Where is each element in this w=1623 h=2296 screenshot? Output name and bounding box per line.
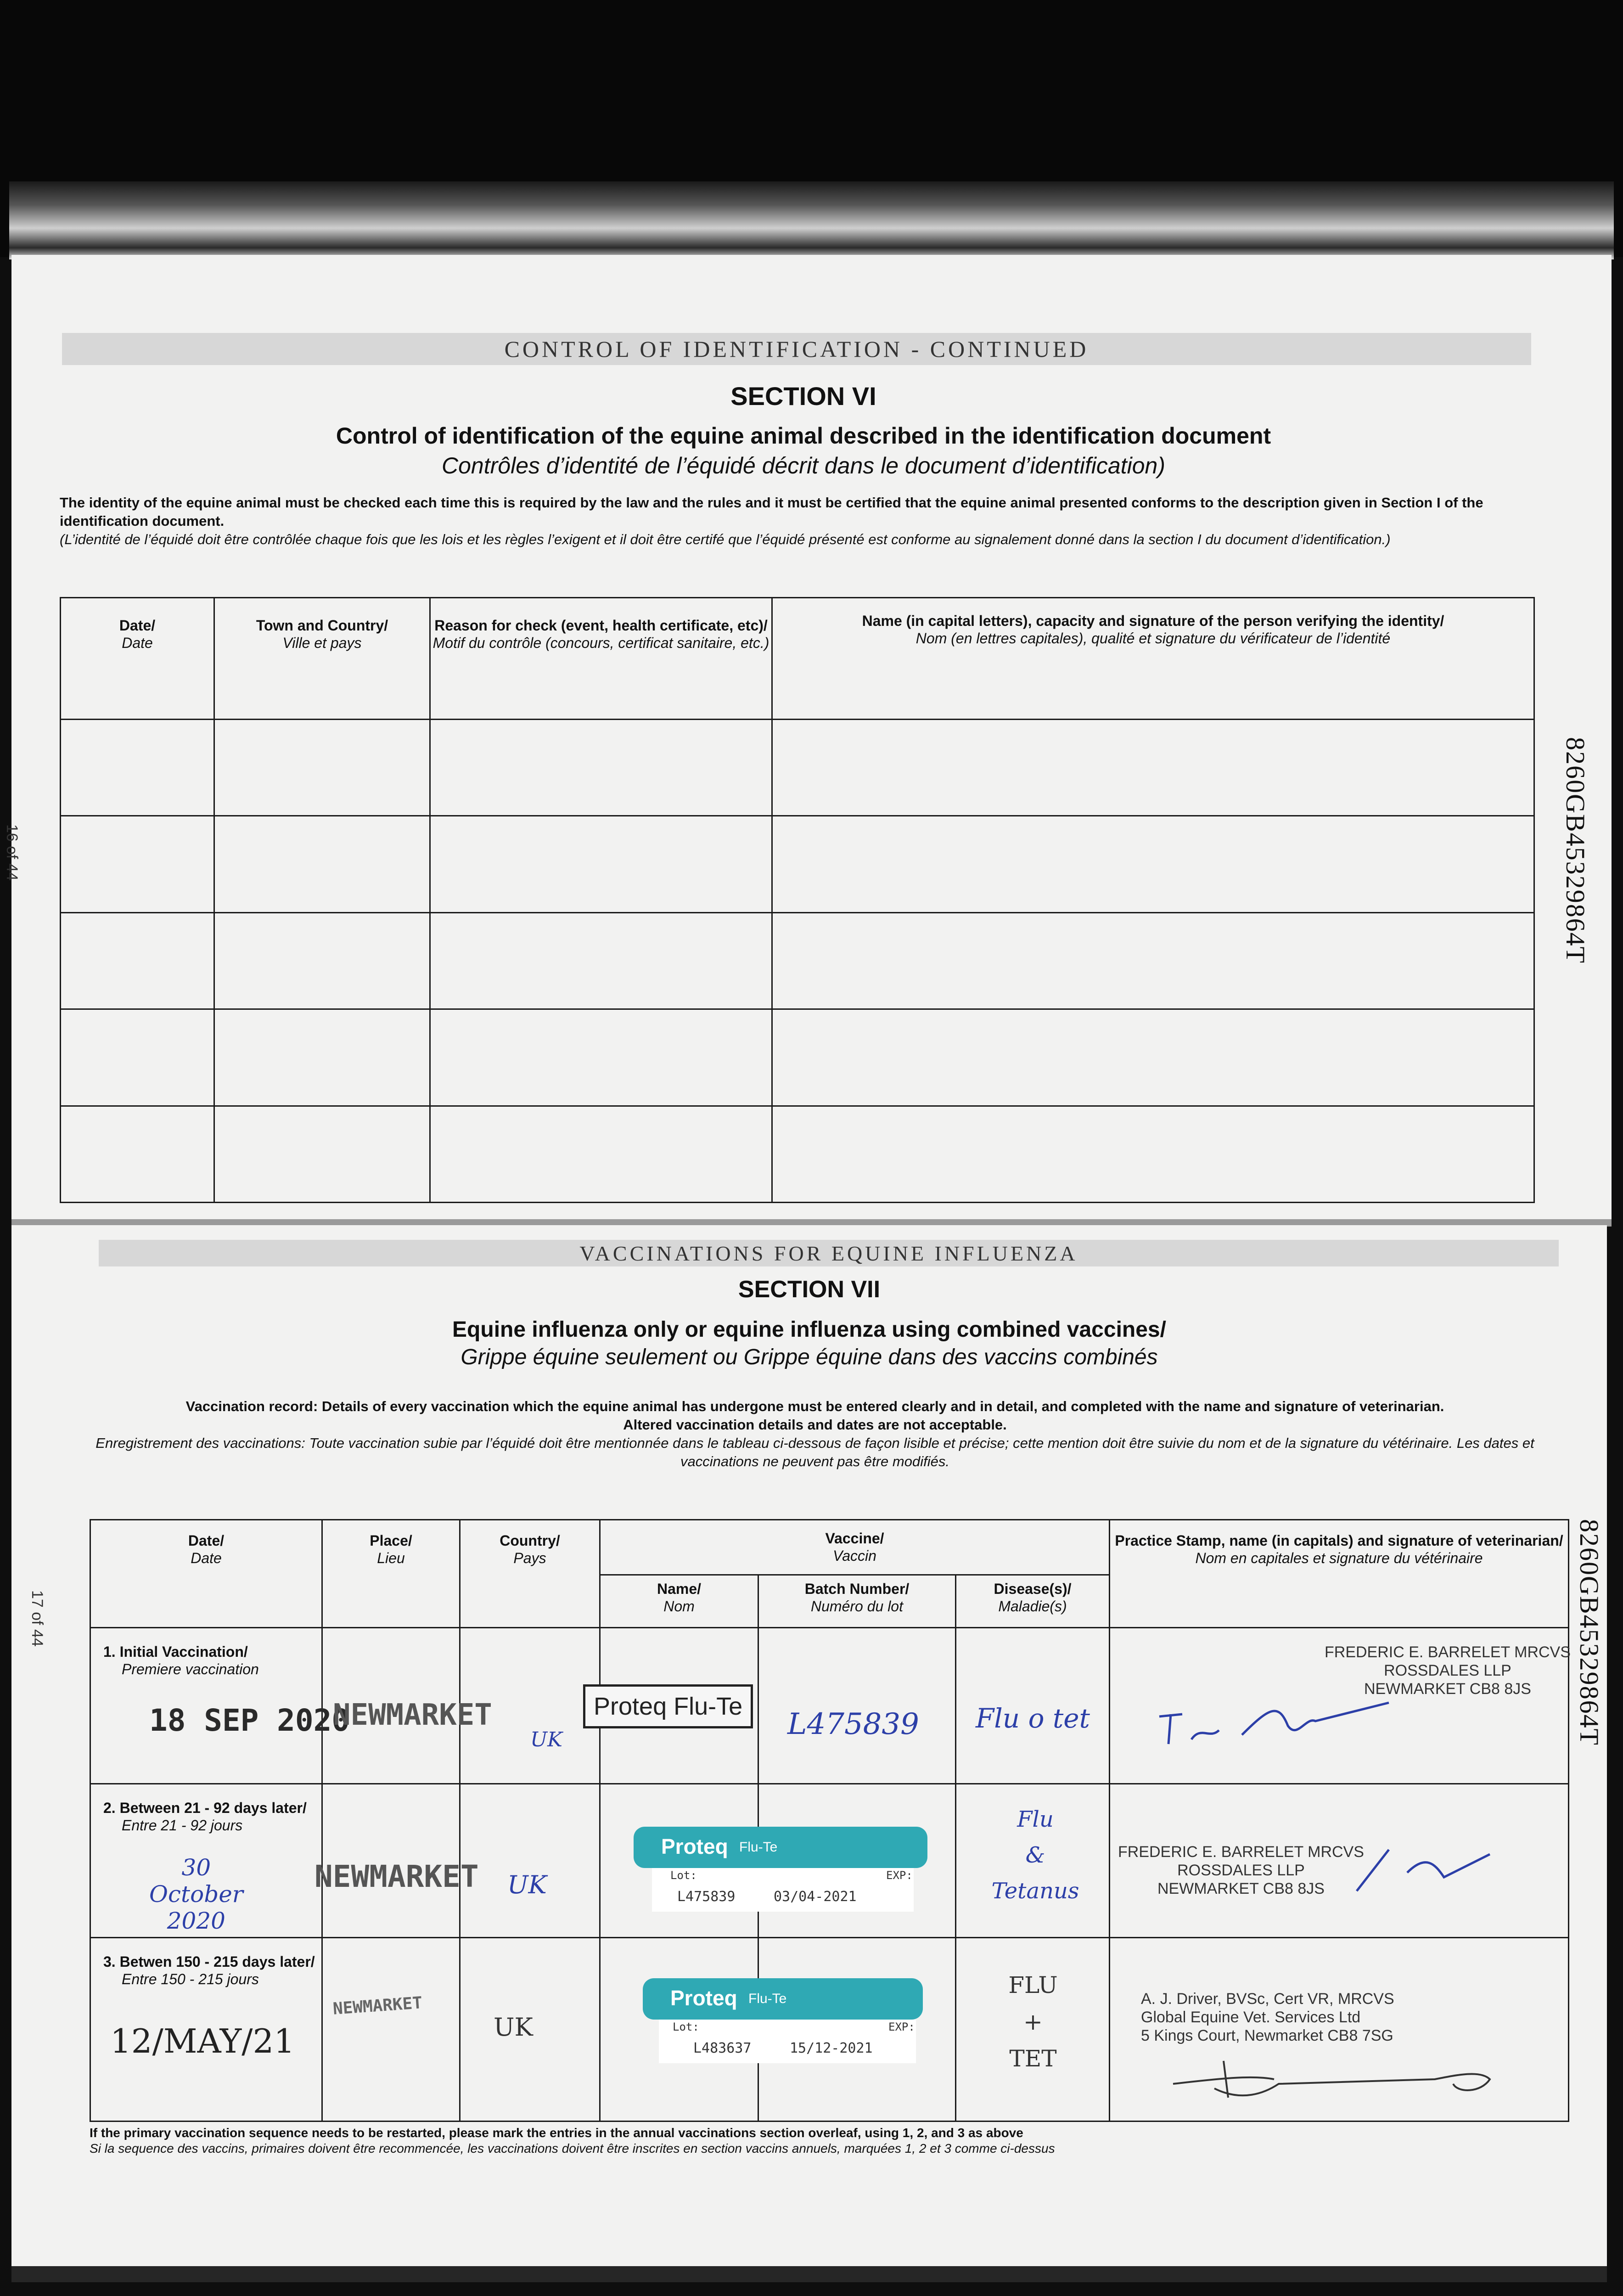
col-batch: Batch Number/ Numéro du lot — [758, 1575, 956, 1628]
row3-label: 3. Betwen 150 - 215 days later/ Entre 150 - 215 jours — [103, 1953, 315, 1987]
row1-label: 1. Initial Vaccination/ Premiere vaccination — [103, 1643, 259, 1677]
row2-label: 2. Between 21 - 92 days later/ Entre 21 - 92 jours — [103, 1800, 307, 1834]
side-code-page16: 8260GB45329864T — [1561, 737, 1590, 964]
section7-footnote — [90, 2125, 1568, 2156]
col-verifier: Name (in capital letters), capacity and signature of the person verifying the identity/ Nom (en lettres capitales), qualité et signature du vérificateur de l’identité — [772, 598, 1534, 720]
table-row — [61, 912, 1534, 1009]
section7-heading: SECTION VII — [738, 1276, 881, 1303]
row1-place-stamp: NEWMARKET — [333, 1698, 492, 1732]
table-row — [61, 1009, 1534, 1106]
row3-vaccine-label — [643, 1978, 923, 2020]
col-practice: Practice Stamp, name (in capitals) and signature of veterinarian/ Nom en capitales et signature du vétérinaire — [1110, 1520, 1569, 1628]
row3-date: 12/MAY/21 — [110, 2022, 295, 2060]
col-date: Date/ Date — [61, 598, 214, 720]
section7-title: Equine influenza only or equine influenza using combined vaccines/ — [452, 1317, 1166, 1342]
row1-disease: Flu o tet — [976, 1703, 1090, 1734]
footnote-en: If the primary vaccination sequence needs to be restarted, please mark the entries in the annual vaccinations section overleaf, using 1, 2, and 3 as above — [90, 2126, 1023, 2140]
row2-date: 30 October 2020 — [149, 1854, 243, 1934]
record-en-2: Altered vaccination details and dates are not acceptable. — [623, 1417, 1007, 1433]
col-vaccine: Vaccine/ Vaccin — [600, 1520, 1110, 1575]
row3-exp: 15/12-2021 — [790, 2040, 873, 2056]
row1-date-stamp: 18 SEP 2020 — [149, 1703, 350, 1738]
col-vaccine-name: Name/ Nom — [600, 1575, 758, 1628]
row2-disease: Flu & Tetanus — [991, 1806, 1079, 1904]
row3-disease: FLU + TET — [1008, 1972, 1058, 2072]
section7-record-text — [94, 1397, 1536, 1471]
side-code-page17: 8260GB45329864T — [1574, 1519, 1604, 1746]
section6-intro-en: The identity of the equine animal must be checked each time this is required by the law and the rules and it must be certified that the equine animal presented conforms to the description given in Section I of the identification document. — [60, 495, 1483, 529]
section6-title: Control of identification of the equine animal described in the identification document — [336, 423, 1271, 449]
page-section-6 — [3, 255, 1612, 1221]
row3-label-product: Flu-Te — [748, 1991, 787, 2006]
record-en: Vaccination record: Details of every vaccination which the equine animal has undergone must be entered clearly and in detail, and completed with the name and signature of veterinarian. — [185, 1398, 1444, 1414]
row2-place-stamp: NEWMARKET — [314, 1859, 479, 1894]
section6-heading: SECTION VI — [730, 382, 876, 411]
row3-place-stamp: NEWMARKET — [332, 1993, 423, 2019]
scan-bottom-edge — [11, 2266, 1607, 2282]
row2-vet-stamp: FREDERIC E. BARRELET MRCVS ROSSDALES LLP NEWMARKET CB8 8JS — [1118, 1843, 1364, 1897]
table-row — [61, 816, 1534, 912]
section6-intro-fr: (L’identité de l’équidé doit être contrôlée chaque fois que les lois et les règles l’exigent et il doit être certifé que l’équidé présenté est conforme au signalement donné dans la section I du document d’identification.) — [60, 531, 1391, 547]
section6-intro — [60, 494, 1529, 549]
row1-country: UK — [530, 1728, 562, 1751]
row2-label-brand: Proteq — [661, 1835, 728, 1858]
row2-country: UK — [507, 1870, 547, 1899]
col-town-country: Town and Country/ Ville et pays — [214, 598, 430, 720]
row3-lot: L483637 — [693, 2040, 752, 2056]
page-number-16: 16 of 44 — [3, 824, 21, 881]
row2-signature — [1352, 1836, 1499, 1900]
page-number-17: 17 of 44 — [28, 1590, 46, 1647]
section6-subtitle: Contrôles d’identité de l’équidé décrit dans le document d’identification) — [442, 453, 1165, 478]
section6-banner: CONTROL OF IDENTIFICATION - CONTINUED — [62, 333, 1531, 365]
row3-vet-stamp: A. J. Driver, BVSc, Cert VR, MRCVS Global Equine Vet. Services Ltd 5 Kings Court, Newmarket CB8 7SG — [1141, 1990, 1394, 2044]
page-section-7 — [11, 1225, 1607, 2277]
section7-subtitle: Grippe équine seulement ou Grippe équine dans des vaccins combinés — [461, 1345, 1158, 1369]
footnote-fr: Si la sequence des vaccins, primaires doivent être recommencée, les vaccinations doivent être inscrites en section vaccins annuels, marquées 1, 2 et 3 comme ci-dessus — [90, 2141, 1055, 2155]
col-place: Place/ Lieu — [322, 1520, 460, 1628]
book-spine — [9, 181, 1614, 259]
row3-signature — [1159, 2043, 1527, 2111]
table-row — [61, 1106, 1534, 1202]
col-reason: Reason for check (event, health certificate, etc)/ Motif du contrôle (concours, certificat sanitaire, etc.) — [430, 598, 772, 720]
row1-vet-stamp: FREDERIC E. BARRELET MRCVS ROSSDALES LLP NEWMARKET CB8 8JS — [1325, 1643, 1571, 1698]
row3-lot-box: Lot: EXP: L483637 15/12-2021 — [659, 2020, 916, 2063]
section7-banner: VACCINATIONS FOR EQUINE INFLUENZA — [99, 1240, 1559, 1266]
row2-lot-box: Lot: EXP: L475839 03/04-2021 — [652, 1868, 914, 1912]
table-row — [61, 720, 1534, 816]
col-date: Date/ Date — [90, 1520, 322, 1628]
col-country: Country/ Pays — [460, 1520, 600, 1628]
row2-lot: L475839 — [677, 1889, 736, 1905]
row1-vaccine-stamp: Proteq Flu-Te — [583, 1684, 753, 1728]
identification-check-table — [60, 597, 1535, 1203]
row3-country: UK — [494, 2013, 533, 2042]
row3-label-brand: Proteq — [670, 1986, 737, 2010]
record-fr: Enregistrement des vaccinations: Toute vaccination subie par l’équidé doit être mentionnée dans le tableau ci-dessous de façon lisible et précise; cette mention doit être suivie du nom et de la signature du vétérinaire. Les dates et vaccinations ne peuvent pas être modifiés. — [95, 1435, 1534, 1469]
row1-batch: L475839 — [787, 1707, 919, 1741]
row2-vaccine-label — [634, 1827, 927, 1868]
row2-exp: 03/04-2021 — [774, 1889, 857, 1905]
row1-signature — [1150, 1689, 1426, 1753]
row2-label-product: Flu-Te — [739, 1840, 778, 1855]
col-disease: Disease(s)/ Maladie(s) — [956, 1575, 1110, 1628]
